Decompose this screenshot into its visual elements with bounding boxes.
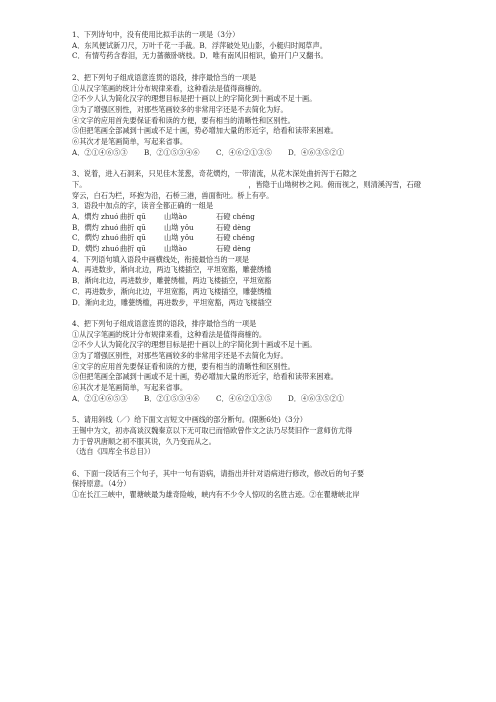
q3-stem-line2-start: 下。 [72,179,87,189]
q4-item: ④文字的应用首先要保证看和读的方便，要有相当的清晰性和区别性。 [72,361,295,371]
q4-options [72,394,462,405]
q3-fill-option: A．再进数步，渐向北边，两边飞楼插空，平坦宽豁，雕甍绣槛 [72,265,272,275]
q2-option-d: D．④⑥③⑤②① [288,147,345,157]
q2-option-a: A．②①④⑥⑤③ [72,147,128,157]
q4-stem: 4、把下列句子组成语意连贯的语段，排序最恰当的一项是 [72,318,257,328]
q3-cell: 曲折 qū [120,222,146,232]
q3-cell: 石磴 chéng [216,211,255,221]
q2-item: ①从汉字笔画的统计分布规律来看，这种看法是值得商榷的。 [72,83,267,93]
q3-cell: 山坳 yǒu [164,222,194,232]
q3-stem-line2 [72,180,462,191]
q2-options [72,148,462,159]
q3-cell: 曲折 qū [120,233,146,243]
q3-row [72,223,462,234]
q6-text-line1: ①在长江三峡中，瞿塘峡最为雄奇险峻，峡内有不少令人惊叹的名胜古迹。②在瞿塘峡北岸 [72,490,360,500]
q5-text-line1: 王锡中为文，初亦高谈汉魏秦京以下无可取已而悟欧曾作文之法乃尽焚旧作一意师仿尤得 [72,425,353,435]
q4-option-a: A．②①④⑥⑤③ [72,393,128,403]
q3-cell: C．熌灼 zhuó [72,233,119,243]
q4-option-d: D．④⑥③⑤②① [288,393,345,403]
q4-item: ⑤但把笔画全部减到十画或不足十画，势必增加大量的形近字，给看和读带来困难。 [72,372,338,382]
q3-cell: 曲折 qū [120,211,146,221]
q3-stem-line1: 3、说着，进入石洞来，只见佳木茏葱，奇花熌灼，一带清流，从花木深处曲折泻于石隙之 [72,169,357,179]
q1-options-cd: C．有情芍药含春泪，无力蔷薇卧晓枝。D．唯有南风旧相识，偷开门户又翻书。 [72,51,328,61]
q4-option-c: C．④⑥②①③⑤ [216,393,272,403]
q6-stem-line2: 保持原意。（4分） [72,479,131,489]
q2-item: ⑤但把笔画全部减到十画或不足十画，势必增加大量的形近字，给看和读带来困难。 [72,126,338,136]
q4-item: ①从汉字笔画的统计分布规律来看，这种看法是值得商榷的。 [72,329,267,339]
q3-cell: 山坳 yǒu [164,233,194,243]
q2-item: ④文字的应用首先要保证看和读的方便，要有相当的清晰性和区别性。 [72,115,295,125]
q3-row [72,244,462,255]
q2-option-c: C．④⑥②①③⑤ [216,147,272,157]
q3-fill-option: D．渐向北边，雕甍绣槛，再进数步，平坦宽豁，两边飞楼插空 [72,297,272,307]
q6-stem-line1: 6、下面一段话有三个句子，其中一句有语病，请指出并针对语病进行修改，修改后的句子要 [72,468,365,478]
q3-cell: 山坳ào [164,244,187,254]
q4-option-b: B．②①⑤③④⑥ [144,393,200,403]
q5-source: （选自《四库全书总目》） [72,447,155,457]
q3-sub-question: 3．语段中加点的字，读音全都正确的一组是 [72,201,214,211]
q4-item: ③为了增强区别性，对那些笔画较多的非常用字还是不去简化为好。 [72,351,288,361]
q3-cell: 石磴 dèng [216,244,251,254]
q3-cell: A．熌灼 zhuó [72,211,119,221]
q3-sub-question-4: 4．下列语句填入语段中画横线处，衔接最恰当的一项是 [72,254,250,264]
q3-cell: B．熌灼 zhuó [72,222,119,232]
q4-item: ⑥其次才是笔画简单，写起来省事。 [72,383,188,393]
q2-item: ⑥其次才是笔画简单，写起来省事。 [72,137,188,147]
q3-cell: 山坳ào [164,211,187,221]
q3-stem-line2-end: ，皆隐于山坳树杪之间。俯而视之，则清溪泻雪，石磴 [248,179,421,189]
q3-fill-option: B．渐向北边，再进数步，雕甍绣槛，两边飞楼插空，平坦宽豁 [72,276,272,286]
q3-cell: 曲折 qū [120,244,146,254]
q2-item: ②不少人认为简化汉字的理想目标是把十画以上的字简化到十画或不足十画。 [72,94,317,104]
q2-item: ③为了增强区别性，对那些笔画较多的非常用字还是不去简化为好。 [72,104,288,114]
q3-cell: D．熌灼 zhuó [72,244,119,254]
q3-row [72,212,462,223]
q3-cell: 石磴 chéng [216,233,255,243]
q2-option-b: B．②①⑤③④⑥ [144,147,200,157]
q3-cell: 石磴 dèng [216,222,251,232]
q4-item: ②不少人认为简化汉字的理想目标是把十画以上的字简化到十画或不足十画。 [72,340,317,350]
q1-options-ab: A．东风便试新刀尺，万叶千花一手裁。B．浮萍破处见山影，小艇归时闻草声。 [72,40,327,50]
q3-stem-line3: 穿云，白石为栏，环抱为沿，石桥三港，兽面衔吐。桥上有亭。 [72,190,274,200]
q5-text-line2: 力于曾巩唐顺之初不服其说，久乃变而从之。 [72,436,216,446]
q2-stem: 2、把下列句子组成语意连贯的语段，排序最恰当的一项是 [72,72,257,82]
q3-row [72,233,462,244]
q5-stem: 5、请用斜线（／）给下面文言短文中画线的部分断句。(限断6处)（3分） [72,415,307,425]
q3-fill-option: C．再进数步，渐向北边，平坦宽豁，两边飞楼插空，雕甍绣槛 [72,286,272,296]
q1-stem: 1、下列诗句中，没有使用比拟手法的一项是（3分） [72,30,240,39]
